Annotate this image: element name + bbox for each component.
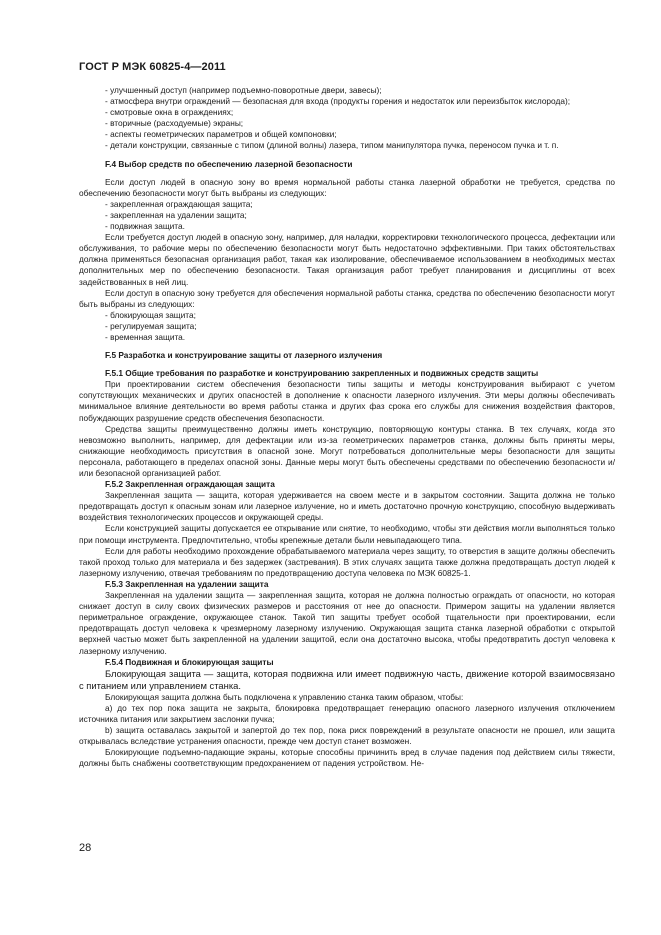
list-item: - блокирующая защита;	[105, 309, 196, 320]
paragraph: Закрепленная защита — защита, которая удерживается на своем месте и в закрытом состоянии. Защита должна не только предотвращать доступ к опасным зонам или лазерное излучение, но и иметь достаточно прочную конструкцию, способную выдерживать воздействия технологических процессов и окружающей среды.	[79, 490, 615, 523]
paragraph: Если доступ людей в опасную зону во время нормальной работы станка лазерной обработки не требуется, средства по обеспечению безопасности могут быть выбраны из следующих:	[79, 176, 615, 198]
paragraph: Если конструкцией защиты допускается ее открывание или снятие, то необходимо, чтобы эти действия могли выполняться только при помощи инструмента. Предпочтительно, чтобы крепежные детали были невыпадающего типа.	[79, 523, 615, 545]
paragraph: Блокирующая защита должна быть подключена к управлению станка таким образом, чтобы:	[105, 691, 464, 702]
page-number: 28	[79, 842, 92, 854]
list-item: - закрепленная ограждающая защита;	[105, 198, 253, 209]
subsection-heading: F.5.2 Закрепленная ограждающая защита	[105, 479, 275, 490]
paragraph: b) защита оставалась закрытой и запертой до тех пор, пока риск повреждений в результате опасности не прошел, или защита открывалась вследствие устранения опасности, прежде чем доступ станет возможен.	[79, 724, 615, 747]
document-body	[79, 85, 615, 769]
subsection-heading: F.5.3 Закрепленная на удалении защита	[105, 578, 269, 589]
paragraph: Средства защиты преимущественно должны иметь конструкцию, повторяющую контуры станка. В тех случаях, когда это невозможно выполнить, например, для дефектации или из-за геометрических параметров станка, должны быть приняты меры, снижающие необходимость присутствия в опасной зоне. Могут потребоваться дополнительные меры безопасности для защиты персонала, работающего в пределах опасной зоны. Данные меры могут быть обеспечены средствами по обеспечению безопасности и/или безопасной организацией работ.	[79, 423, 615, 478]
paragraph: Блокирующая защита — защита, которая подвижна или имеет подвижную часть, движение которой взаимосвязано с питанием или управлением станка.	[79, 667, 615, 691]
paragraph: - детали конструкции, связанные с типом (длиной волны) лазера, типом манипулятора пучка, переносом пучка и т. п.	[105, 140, 559, 151]
paragraph: При проектировании систем обеспечения безопасности типы защиты и методы конструирования выбирают с учетом сопутствующих механических и других опасностей в дополнение к опасности лазерного излучения. Эти меры должны обеспечивать минимальное влияние деятельности во время работы станка и других фаз срока его службы для снижения воздействия факторов, побуждающих разрушение средств обеспечения безопасности.	[79, 379, 615, 423]
subsection-heading: F.5.1 Общие требования по разработке и конструированию закрепленных и подвижных средств защиты	[105, 368, 539, 379]
list-item: - регулируемая защита;	[105, 320, 197, 331]
list-item: - закрепленная на удалении защита;	[105, 209, 247, 220]
paragraph: Если доступ в опасную зону требуется для обеспечения нормальной работы станка, средства по обеспечению безопасности могут быть выбраны из следующих:	[79, 287, 615, 309]
list-item: - вторичные (расходуемые) экраны;	[105, 118, 244, 129]
paragraph: а) до тех пор пока защита не закрыта, блокировка предотвращает генерацию опасного лазерного излучения отключением источника питания или закрытием заслонки пучка;	[79, 702, 615, 724]
paragraph: Если для работы необходимо прохождение обрабатываемого материала через защиту, то отверстия в защите должны обеспечить такой проход только для материала и без задержек (застревания). В этих случаях защита также должна предотвращать доступ людей к лазерному излучению, отвечая требованиям по предотвращению доступа человека по МЭК 60825-1.	[79, 545, 615, 578]
paragraph: Закрепленная на удалении защита — закрепленная защита, которая не должна полностью ограждать от опасности, но которая снижает доступ в силу своих физических размеров и расстояния от нее до опасности. Примером защиты на удалении является периметральное ограждение, окружающее станок. Такой тип защиты требует особой тщательности при проектировании, если предотвращать доступ человека к чрезмерному лазерному излучению. Окружающая защита станка лазерной обработки с открытой верхней частью может быть закрепленной на удалении защитой, если она достаточно высока, чтобы предотвратить доступ человека к лазерному излучению.	[79, 590, 615, 656]
section-heading: F.5 Разработка и конструирование защиты от лазерного излучения	[105, 350, 383, 361]
section-heading: F.4 Выбор средств по обеспечению лазерной безопасности	[105, 158, 353, 169]
paragraph: - атмосфера внутри ограждений — безопасная для входа (продукты горения и недостаток или переизбыток кислорода);	[105, 96, 571, 107]
document-header: ГОСТ Р МЭК 60825-4—2011	[79, 61, 226, 73]
list-item: - улучшенный доступ (например подъемно-поворотные двери, завесы);	[105, 85, 382, 95]
paragraph: Блокирующие подъемно-падающие экраны, которые способны причинить вред в случае падения под действием силы тяжести, должны быть снабжены соответствующим предохранением от падения устройством. Не-	[79, 747, 615, 769]
paragraph: Если требуется доступ людей в опасную зону, например, для наладки, корректировки технологического процесса, дефектации или обслуживания, то рабочие меры по обеспечению безопасности могут быть недостаточно эффективными. При таких обстоятельствах должна применяться безопасная организация работ, такая как изолирование, обеспечиваемое использованием в необходимых местах дополнительных мер по обеспечению безопасности. Такая организация работ требует планирования и дисциплины от всех задействованных в ней лиц.	[79, 232, 615, 287]
list-item: - смотровые окна в ограждениях;	[105, 107, 234, 118]
subsection-heading: F.5.4 Подвижная и блокирующая защиты	[105, 656, 274, 667]
list-item: - подвижная защита.	[105, 221, 185, 232]
list-item: - временная защита.	[105, 331, 186, 342]
list-item: - аспекты геометрических параметров и общей компоновки;	[105, 129, 337, 140]
